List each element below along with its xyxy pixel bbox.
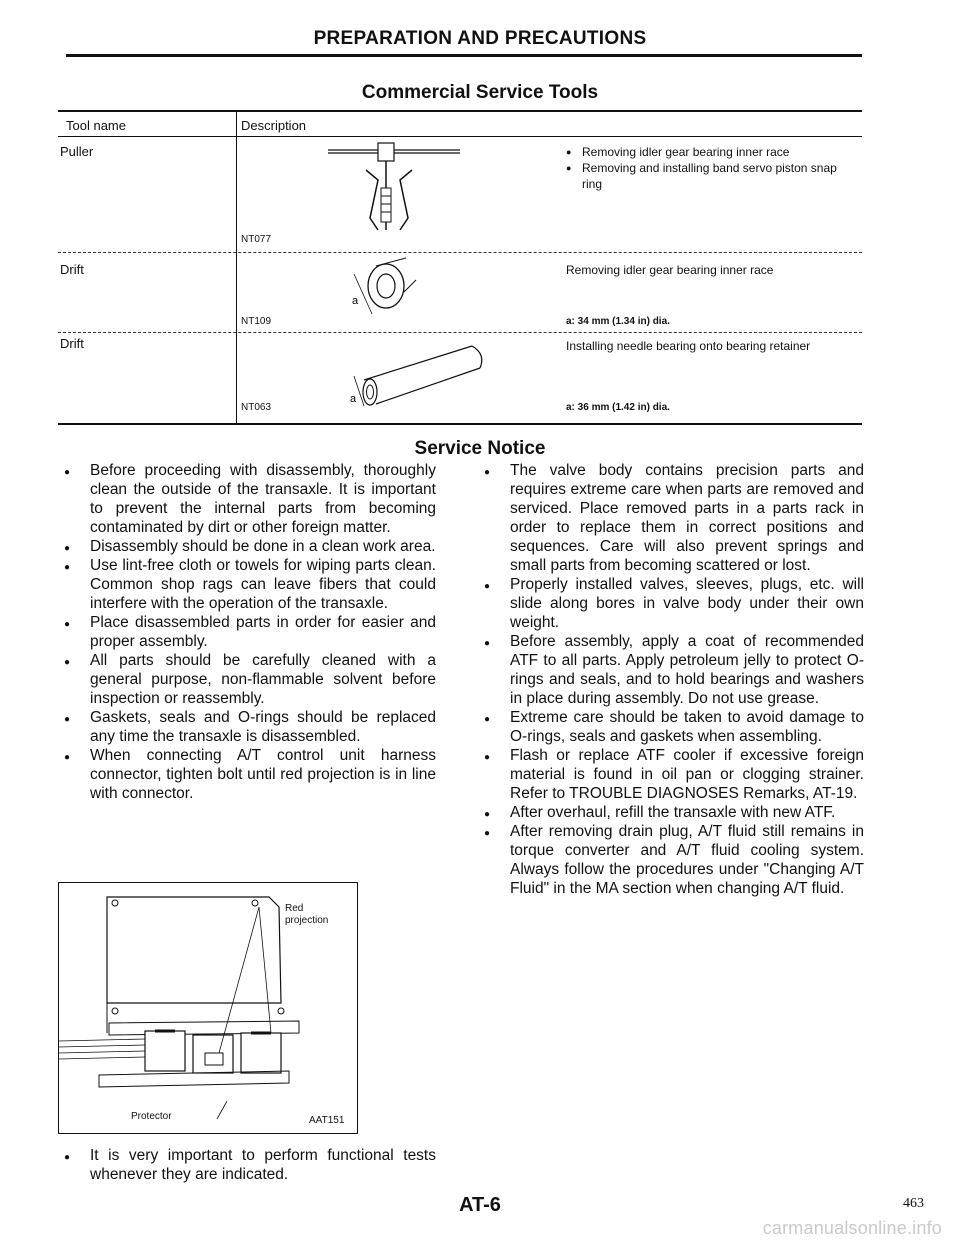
notice-item: ● Place disassembled parts in order for easier and proper assembly. xyxy=(58,613,436,651)
drift-long-illustration xyxy=(350,340,490,416)
watermark: carmanualsonline.info xyxy=(762,1218,942,1238)
tool-desc-puller xyxy=(566,144,856,192)
tools-col-desc-header: Description xyxy=(241,118,307,133)
page-header-title: PREPARATION AND PRECAUTIONS xyxy=(313,28,647,49)
notice-item: ● The valve body contains precision parts and requires extreme care when parts are removed and serviced. Place removed parts in a parts rack in order to replace them in correct positions and sequences. Care will also prevent springs and small parts from becoming scattered or lost. xyxy=(478,461,864,575)
tool-name-drift-2: Drift xyxy=(60,336,84,351)
tool-desc-drift-1: Removing idler gear bearing inner race xyxy=(566,263,774,277)
connector-figure xyxy=(58,882,358,1134)
tools-row-separator xyxy=(58,332,862,333)
notice-section-title: Service Notice xyxy=(414,438,546,459)
drift-dimension-label: a xyxy=(350,393,357,405)
figure-code: AAT151 xyxy=(309,1115,345,1126)
tool-dia-drift-2: a: 36 mm (1.42 in) dia. xyxy=(566,402,670,413)
tool-code-drift-2: NT063 xyxy=(241,402,272,413)
tool-code-drift-1: NT109 xyxy=(241,316,272,327)
tool-code-puller: NT077 xyxy=(241,234,272,245)
tool-desc-bullet: ● Removing and installing band servo piston snap ring xyxy=(566,160,856,192)
tools-table-bottom-rule xyxy=(58,423,862,425)
notice-item: ● When connecting A/T control unit harness connector, tighten bolt until red projection is in line with connector. xyxy=(58,746,436,803)
notice-right-column xyxy=(478,461,864,898)
notice-item: ● Use lint-free cloth or towels for wiping parts clean. Common shop rags can leave fibers that could interfere with the operation of the transaxle. xyxy=(58,556,436,613)
notice-item: ● Before assembly, apply a coat of recommended ATF to all parts. Apply petroleum jelly to protect O-rings and seals, and to hold bearings and washers in place during assembly. Do not use grease. xyxy=(478,632,864,708)
tools-header-rule xyxy=(58,136,862,137)
notice-item: ● Before proceeding with disassembly, thoroughly clean the outside of the transaxle. It is important to prevent the internal parts from becoming contaminated by dirt or other foreign matter. xyxy=(58,461,436,537)
red-projection-label: Red projection xyxy=(285,903,329,926)
notice-item: ● After removing drain plug, A/T fluid still remains in torque converter and A/T fluid cooling system. Always follow the procedures under "Changing A/T Fluid" in the MA section when changing A/T fluid. xyxy=(478,822,864,898)
tools-table-top-rule xyxy=(58,110,862,112)
tools-section-title: Commercial Service Tools xyxy=(361,82,599,103)
notice-item: ● It is very important to perform functional tests whenever they are indicated. xyxy=(58,1146,436,1184)
notice-item: ● Disassembly should be done in a clean work area. xyxy=(58,537,436,556)
notice-left-column xyxy=(58,461,436,803)
tools-table-divider xyxy=(236,110,237,424)
puller-illustration xyxy=(328,140,460,238)
notice-item: ● Gaskets, seals and O-rings should be replaced any time the transaxle is disassembled. xyxy=(58,708,436,746)
notice-item: ● All parts should be carefully cleaned with a general purpose, non-flammable solvent before inspection or reassembly. xyxy=(58,651,436,708)
tool-dia-drift-1: a: 34 mm (1.34 in) dia. xyxy=(566,316,670,327)
tool-name-puller: Puller xyxy=(60,144,94,159)
page-label: AT-6 xyxy=(459,1194,501,1216)
tool-desc-drift-2: Installing needle bearing onto bearing retainer xyxy=(566,339,811,353)
notice-item: ● Properly installed valves, sleeves, plugs, etc. will slide along bores in valve body under their own weight. xyxy=(478,575,864,632)
tools-col-name-header: Tool name xyxy=(66,118,126,133)
header-rule xyxy=(66,54,862,57)
tool-name-drift-1: Drift xyxy=(60,262,84,277)
tool-desc-bullet: ● Removing idler gear bearing inner race xyxy=(566,144,856,160)
notice-item: ● Extreme care should be taken to avoid damage to O-rings, seals and gaskets when assembling. xyxy=(478,708,864,746)
page-number: 463 xyxy=(903,1196,924,1211)
notice-left-after xyxy=(58,1146,436,1184)
drift-dimension-label: a xyxy=(352,295,359,307)
protector-label: Protector xyxy=(131,1111,172,1122)
notice-item: ● Flash or replace ATF cooler if excessive foreign material is found in oil pan or clogging strainer. Refer to TROUBLE DIAGNOSES Remarks, AT-19. xyxy=(478,746,864,803)
notice-item: ● After overhaul, refill the transaxle with new ATF. xyxy=(478,803,864,822)
tools-row-separator xyxy=(58,252,862,253)
drift-small-illustration xyxy=(346,256,426,322)
